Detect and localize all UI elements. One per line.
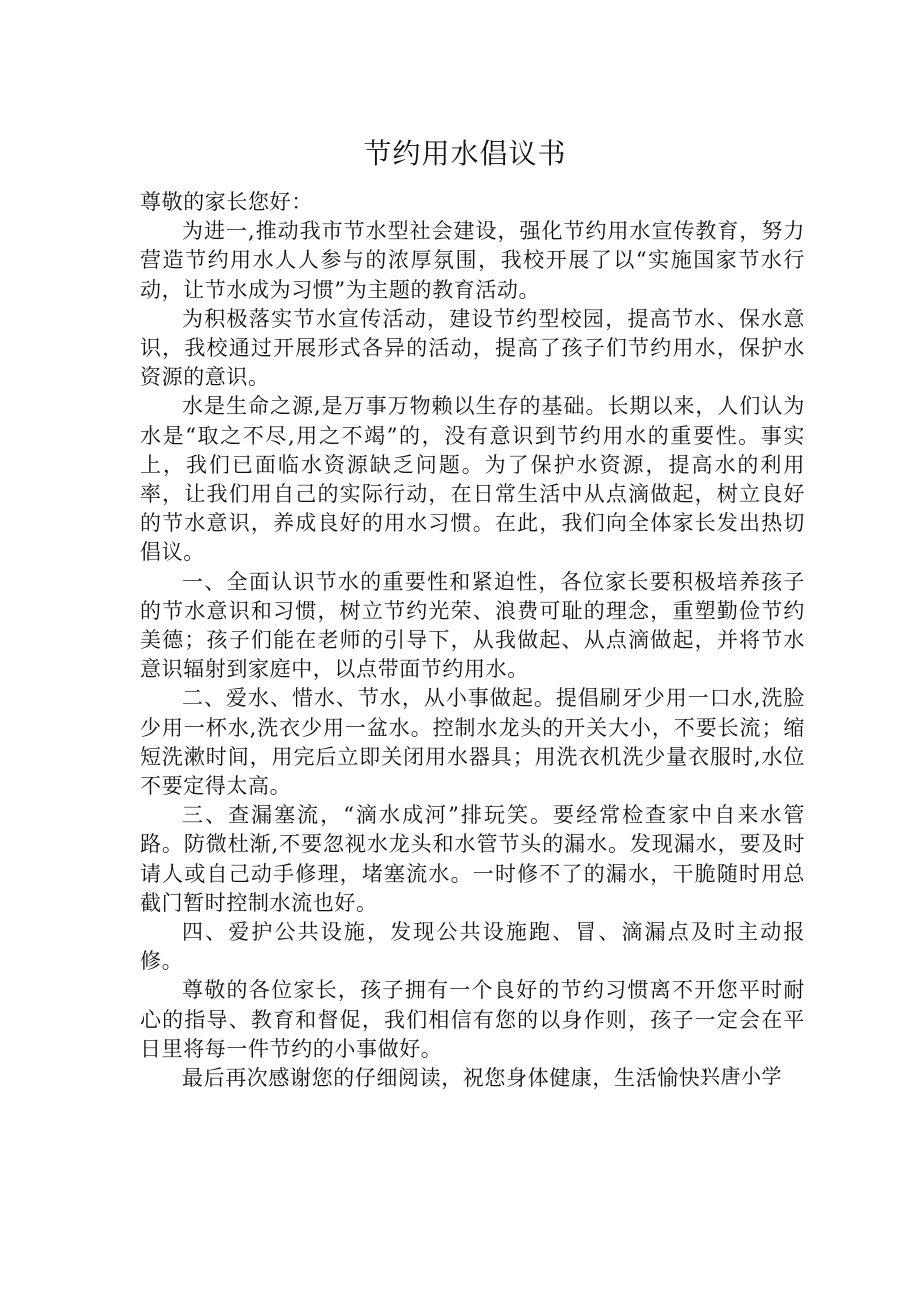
document-body [140,188,805,1093]
paragraph-point-one: 一、全面认识节水的重要性和紧迫性，各位家长要积极培养孩子的节水意识和习惯，树立节约光荣、浪费可耻的理念，重塑勤俭节约美德；孩子们能在老师的引导下，从我做起、从点滴做起，并将节水意识辐射到家庭中，以点带面节约用水。 [140,569,805,682]
document-title: 节约用水倡议书 [363,137,567,170]
paragraph-point-three: 三、查漏塞流，“滴水成河”排玩笑。要经常检查家中自来水管路。防微杜渐,不要忽视水龙头和水管节头的漏水。发现漏水，要及时请人或自己动手修理，堵塞流水。一时修不了的漏水，干脆随时用总截门暂时控制水流也好。 [140,803,805,915]
paragraph-closing-appeal: 尊敬的各位家长，孩子拥有一个良好的节约习惯离不开您平时耐心的指导、教育和督促，我们相信有您的以身作则，孩子一定会在平日里将每一件节约的小事做好。 [140,978,805,1061]
signature: 兴唐小学 [700,1064,782,1088]
paragraph-thanks: 最后再次感谢您的仔细阅读，祝您身体健康，生活愉快！ [182,1066,722,1091]
paragraph-point-four: 四、爱护公共设施，发现公共设施跑、冒、滴漏点及时主动报修。 [140,920,805,974]
salutation: 尊敬的家长您好： [140,190,313,214]
paragraph-intro: 为进一,推动我市节水型社会建设，强化节约用水宣传教育，努力营造节约用水人人参与的浓厚氛围，我校开展了以“实施国家节水行动，让节水成为习惯”为主题的教育活动。 [140,219,805,302]
paragraph-school-activities: 为积极落实节水宣传活动，建设节约型校园，提高节水、保水意识，我校通过开展形式各异的活动，提高了孩子们节约用水，保护水资源的意识。 [140,306,805,390]
paragraph-point-two: 二、爱水、惜水、节水，从小事做起。提倡刷牙少用一口水,洗脸少用一杯水,洗衣少用一盆水。控制水龙头的开关大小，不要长流；缩短洗漱时间，用完后立即关闭用水器具；用洗衣机洗少量衣服时,水位不要定得太高。 [140,686,805,799]
paragraph-water-importance: 水是生命之源,是万事万物赖以生存的基础。长期以来，人们认为水是“取之不尽,用之不竭”的，没有意识到节约用水的重要性。事实上，我们已面临水资源缺乏问题。为了保护水资源，提高水的利用率，让我们用自己的实际行动，在日常生活中从点滴做起，树立良好的节水意识，养成良好的用水习惯。在此，我们向全体家长发出热切倡议。 [140,394,805,565]
